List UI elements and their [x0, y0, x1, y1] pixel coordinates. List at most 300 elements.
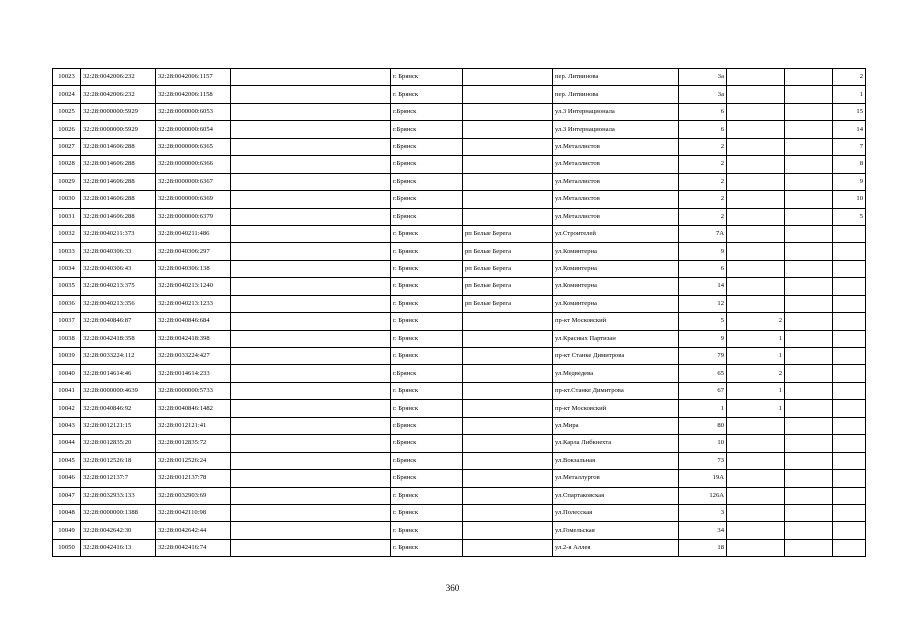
structure-number-cell — [785, 470, 833, 487]
structure-number-cell — [785, 121, 833, 138]
blank-column-cell — [231, 522, 391, 539]
apartment-number-cell: 10 — [833, 191, 866, 208]
settlement-cell — [463, 504, 553, 521]
city-cell: г. Брянск — [391, 243, 463, 260]
city-cell: г.Брянск — [391, 191, 463, 208]
city-cell: г.Брянск — [391, 156, 463, 173]
house-number-cell: 67 — [679, 382, 727, 399]
row-number-cell: 10032 — [53, 225, 81, 242]
house-number-cell: 19А — [679, 470, 727, 487]
blank-column-cell — [231, 208, 391, 225]
city-cell: г. Брянск — [391, 539, 463, 556]
apartment-number-cell — [833, 260, 866, 277]
apartment-number-cell — [833, 243, 866, 260]
object-cadastral-number-cell: 32:28:0012526:24 — [156, 452, 231, 469]
street-cell: ул.Коминтерна — [553, 295, 679, 312]
blank-column-cell — [231, 69, 391, 86]
object-cadastral-number-cell: 32:28:0000000:6369 — [156, 191, 231, 208]
structure-number-cell — [785, 365, 833, 382]
blank-column-cell — [231, 382, 391, 399]
table-row — [53, 191, 866, 208]
object-cadastral-number-cell: 32:28:0040846:684 — [156, 313, 231, 330]
building-number-cell — [727, 278, 785, 295]
building-number-cell — [727, 69, 785, 86]
object-cadastral-number-cell: 32:28:0000000:6053 — [156, 103, 231, 120]
table-row — [53, 121, 866, 138]
street-cell: ул.Карла Либкнехта — [553, 435, 679, 452]
street-cell: ул.Спартаковская — [553, 487, 679, 504]
building-number-cell — [727, 156, 785, 173]
city-cell: г. Брянск — [391, 86, 463, 103]
object-cadastral-number-cell: 32:28:0042416:74 — [156, 539, 231, 556]
street-cell: ул.Вокзальная — [553, 452, 679, 469]
building-number-cell — [727, 260, 785, 277]
object-cadastral-number-cell: 32:28:0042110:98 — [156, 504, 231, 521]
apartment-number-cell: 14 — [833, 121, 866, 138]
structure-number-cell — [785, 260, 833, 277]
settlement-cell — [463, 452, 553, 469]
settlement-cell: рп Белые Берега — [463, 260, 553, 277]
row-number-cell: 10031 — [53, 208, 81, 225]
city-cell: г.Брянск — [391, 435, 463, 452]
land-cadastral-number-cell: 32:28:0014606:288 — [81, 208, 156, 225]
table-body — [53, 69, 866, 557]
structure-number-cell — [785, 278, 833, 295]
blank-column-cell — [231, 295, 391, 312]
land-cadastral-number-cell: 32:28:0040211:373 — [81, 225, 156, 242]
settlement-cell — [463, 435, 553, 452]
row-number-cell: 10030 — [53, 191, 81, 208]
land-cadastral-number-cell: 32:28:0032933:133 — [81, 487, 156, 504]
city-cell: г. Брянск — [391, 348, 463, 365]
house-number-cell: 9 — [679, 243, 727, 260]
table-row — [53, 330, 866, 347]
apartment-number-cell — [833, 487, 866, 504]
object-cadastral-number-cell: 32:28:0000000:6054 — [156, 121, 231, 138]
land-cadastral-number-cell: 32:28:0000000:4639 — [81, 382, 156, 399]
city-cell: г. Брянск — [391, 382, 463, 399]
table-row — [53, 278, 866, 295]
object-cadastral-number-cell: 32:28:0000000:6379 — [156, 208, 231, 225]
city-cell: г.Брянск — [391, 417, 463, 434]
structure-number-cell — [785, 522, 833, 539]
settlement-cell — [463, 121, 553, 138]
street-cell: пер. Литвинова — [553, 86, 679, 103]
table-row — [53, 243, 866, 260]
land-cadastral-number-cell: 32:28:0040306:33 — [81, 243, 156, 260]
house-number-cell: 2 — [679, 156, 727, 173]
land-cadastral-number-cell: 32:28:0040846:87 — [81, 313, 156, 330]
row-number-cell: 10037 — [53, 313, 81, 330]
blank-column-cell — [231, 156, 391, 173]
land-cadastral-number-cell: 32:28:0014614:46 — [81, 365, 156, 382]
table-row — [53, 382, 866, 399]
settlement-cell — [463, 417, 553, 434]
street-cell: ул.3 Интернационала — [553, 121, 679, 138]
object-cadastral-number-cell: 32:28:0012137:78 — [156, 470, 231, 487]
building-number-cell — [727, 295, 785, 312]
house-number-cell: 6 — [679, 103, 727, 120]
city-cell: г. Брянск — [391, 487, 463, 504]
apartment-number-cell — [833, 313, 866, 330]
street-cell: пер. Литвинова — [553, 69, 679, 86]
blank-column-cell — [231, 173, 391, 190]
table-row — [53, 539, 866, 556]
city-cell: г.Брянск — [391, 208, 463, 225]
structure-number-cell — [785, 417, 833, 434]
house-number-cell: 10 — [679, 435, 727, 452]
apartment-number-cell — [833, 348, 866, 365]
settlement-cell — [463, 382, 553, 399]
object-cadastral-number-cell: 32:28:0000000:6365 — [156, 138, 231, 155]
apartment-number-cell: 7 — [833, 138, 866, 155]
building-number-cell — [727, 417, 785, 434]
settlement-cell: рп Белые Берега — [463, 278, 553, 295]
apartment-number-cell — [833, 452, 866, 469]
settlement-cell: рп Белые Берега — [463, 225, 553, 242]
building-number-cell — [727, 504, 785, 521]
table-row — [53, 86, 866, 103]
house-number-cell: 7А — [679, 225, 727, 242]
row-number-cell: 10027 — [53, 138, 81, 155]
blank-column-cell — [231, 225, 391, 242]
apartment-number-cell — [833, 522, 866, 539]
structure-number-cell — [785, 330, 833, 347]
blank-column-cell — [231, 365, 391, 382]
street-cell: ул.Металлургов — [553, 470, 679, 487]
apartment-number-cell — [833, 539, 866, 556]
row-number-cell: 10041 — [53, 382, 81, 399]
table-row — [53, 365, 866, 382]
land-cadastral-number-cell: 32:28:0040846:92 — [81, 400, 156, 417]
blank-column-cell — [231, 330, 391, 347]
row-number-cell: 10023 — [53, 69, 81, 86]
apartment-number-cell — [833, 435, 866, 452]
building-number-cell — [727, 435, 785, 452]
settlement-cell — [463, 487, 553, 504]
row-number-cell: 10029 — [53, 173, 81, 190]
row-number-cell: 10048 — [53, 504, 81, 521]
settlement-cell — [463, 208, 553, 225]
structure-number-cell — [785, 243, 833, 260]
house-number-cell: 14 — [679, 278, 727, 295]
blank-column-cell — [231, 539, 391, 556]
blank-column-cell — [231, 504, 391, 521]
settlement-cell — [463, 348, 553, 365]
structure-number-cell — [785, 435, 833, 452]
object-cadastral-number-cell: 32:28:0040306:297 — [156, 243, 231, 260]
object-cadastral-number-cell: 32:28:0000000:6367 — [156, 173, 231, 190]
street-cell: пр-кт Московский — [553, 313, 679, 330]
land-cadastral-number-cell: 32:28:0040306:43 — [81, 260, 156, 277]
city-cell: г.Брянск — [391, 452, 463, 469]
register-table — [52, 68, 866, 557]
house-number-cell: 34 — [679, 522, 727, 539]
building-number-cell: 1 — [727, 330, 785, 347]
blank-column-cell — [231, 121, 391, 138]
land-cadastral-number-cell: 32:28:0042418:358 — [81, 330, 156, 347]
house-number-cell: 126А — [679, 487, 727, 504]
street-cell: ул.3 Интернационала — [553, 103, 679, 120]
object-cadastral-number-cell: 32:28:0040213:1233 — [156, 295, 231, 312]
table-row — [53, 435, 866, 452]
city-cell: г. Брянск — [391, 69, 463, 86]
land-cadastral-number-cell: 32:28:0040213:375 — [81, 278, 156, 295]
structure-number-cell — [785, 452, 833, 469]
city-cell: г.Брянск — [391, 121, 463, 138]
table-row — [53, 156, 866, 173]
apartment-number-cell: 15 — [833, 103, 866, 120]
building-number-cell — [727, 121, 785, 138]
house-number-cell: 3 — [679, 504, 727, 521]
structure-number-cell — [785, 382, 833, 399]
house-number-cell: 5 — [679, 313, 727, 330]
house-number-cell: 2 — [679, 173, 727, 190]
building-number-cell — [727, 173, 785, 190]
object-cadastral-number-cell: 32:28:0000000:5733 — [156, 382, 231, 399]
blank-column-cell — [231, 278, 391, 295]
table-row — [53, 260, 866, 277]
apartment-number-cell — [833, 400, 866, 417]
land-cadastral-number-cell: 32:28:0033224:112 — [81, 348, 156, 365]
street-cell: пр-кт Московский — [553, 400, 679, 417]
row-number-cell: 10028 — [53, 156, 81, 173]
street-cell: ул.Коминтерна — [553, 260, 679, 277]
street-cell: ул.Металлистов — [553, 191, 679, 208]
structure-number-cell — [785, 138, 833, 155]
structure-number-cell — [785, 208, 833, 225]
blank-column-cell — [231, 191, 391, 208]
building-number-cell: 1 — [727, 348, 785, 365]
street-cell: ул.Металлистов — [553, 208, 679, 225]
city-cell: г. Брянск — [391, 278, 463, 295]
apartment-number-cell: 5 — [833, 208, 866, 225]
building-number-cell — [727, 86, 785, 103]
apartment-number-cell: 2 — [833, 69, 866, 86]
city-cell: г. Брянск — [391, 295, 463, 312]
object-cadastral-number-cell: 32:28:0012835:72 — [156, 435, 231, 452]
house-number-cell: 2 — [679, 138, 727, 155]
city-cell: г. Брянск — [391, 400, 463, 417]
city-cell: г.Брянск — [391, 173, 463, 190]
object-cadastral-number-cell: 32:28:0014614:233 — [156, 365, 231, 382]
page-number: 360 — [445, 583, 460, 593]
row-number-cell: 10039 — [53, 348, 81, 365]
blank-column-cell — [231, 313, 391, 330]
city-cell: г. Брянск — [391, 522, 463, 539]
city-cell: г.Брянск — [391, 138, 463, 155]
object-cadastral-number-cell: 32:28:0040213:1240 — [156, 278, 231, 295]
row-number-cell: 10043 — [53, 417, 81, 434]
land-cadastral-number-cell: 32:28:0014606:288 — [81, 138, 156, 155]
table-row — [53, 313, 866, 330]
blank-column-cell — [231, 260, 391, 277]
street-cell: ул.Металлистов — [553, 156, 679, 173]
object-cadastral-number-cell: 32:28:0033224:427 — [156, 348, 231, 365]
object-cadastral-number-cell: 32:28:0032903:69 — [156, 487, 231, 504]
blank-column-cell — [231, 487, 391, 504]
street-cell: ул.Красных Партизан — [553, 330, 679, 347]
blank-column-cell — [231, 470, 391, 487]
house-number-cell: 9 — [679, 330, 727, 347]
house-number-cell: 12 — [679, 295, 727, 312]
apartment-number-cell: 9 — [833, 173, 866, 190]
blank-column-cell — [231, 138, 391, 155]
house-number-cell: 6 — [679, 260, 727, 277]
house-number-cell: 2 — [679, 191, 727, 208]
row-number-cell: 10044 — [53, 435, 81, 452]
building-number-cell — [727, 208, 785, 225]
building-number-cell — [727, 243, 785, 260]
building-number-cell — [727, 138, 785, 155]
structure-number-cell — [785, 225, 833, 242]
object-cadastral-number-cell: 32:28:0040306:138 — [156, 260, 231, 277]
street-cell: ул.Коминтерна — [553, 278, 679, 295]
row-number-cell: 10024 — [53, 86, 81, 103]
structure-number-cell — [785, 504, 833, 521]
street-cell: ул.2-я Аллея — [553, 539, 679, 556]
apartment-number-cell — [833, 278, 866, 295]
row-number-cell: 10050 — [53, 539, 81, 556]
street-cell: ул.Медведева — [553, 365, 679, 382]
settlement-cell — [463, 156, 553, 173]
building-number-cell: 2 — [727, 313, 785, 330]
object-cadastral-number-cell: 32:28:0040211:486 — [156, 225, 231, 242]
city-cell: г.Брянск — [391, 365, 463, 382]
street-cell: ул.Коминтерна — [553, 243, 679, 260]
blank-column-cell — [231, 435, 391, 452]
structure-number-cell — [785, 295, 833, 312]
table-row — [53, 173, 866, 190]
row-number-cell: 10046 — [53, 470, 81, 487]
settlement-cell: рп Белые Берега — [463, 295, 553, 312]
land-cadastral-number-cell: 32:28:0042416:13 — [81, 539, 156, 556]
building-number-cell — [727, 470, 785, 487]
land-cadastral-number-cell: 32:28:0012835:20 — [81, 435, 156, 452]
settlement-cell — [463, 365, 553, 382]
land-cadastral-number-cell: 32:28:0042006:232 — [81, 86, 156, 103]
settlement-cell — [463, 138, 553, 155]
blank-column-cell — [231, 400, 391, 417]
apartment-number-cell — [833, 470, 866, 487]
land-cadastral-number-cell: 32:28:0014606:288 — [81, 156, 156, 173]
row-number-cell: 10042 — [53, 400, 81, 417]
street-cell: пр-кт Станке Димитрова — [553, 348, 679, 365]
city-cell: г. Брянск — [391, 260, 463, 277]
settlement-cell — [463, 86, 553, 103]
structure-number-cell — [785, 69, 833, 86]
structure-number-cell — [785, 86, 833, 103]
object-cadastral-number-cell: 32:28:0042006:1158 — [156, 86, 231, 103]
object-cadastral-number-cell: 32:28:0040846:1482 — [156, 400, 231, 417]
land-cadastral-number-cell: 32:28:0000000:5929 — [81, 103, 156, 120]
table-row — [53, 348, 866, 365]
land-cadastral-number-cell: 32:28:0014606:288 — [81, 173, 156, 190]
house-number-cell: 1 — [679, 400, 727, 417]
object-cadastral-number-cell: 32:28:0042418:398 — [156, 330, 231, 347]
structure-number-cell — [785, 103, 833, 120]
table-row — [53, 103, 866, 120]
object-cadastral-number-cell: 32:28:0042642:44 — [156, 522, 231, 539]
apartment-number-cell — [833, 382, 866, 399]
street-cell: ул.Гомельская — [553, 522, 679, 539]
structure-number-cell — [785, 539, 833, 556]
land-cadastral-number-cell: 32:28:0042642:30 — [81, 522, 156, 539]
apartment-number-cell — [833, 365, 866, 382]
row-number-cell: 10047 — [53, 487, 81, 504]
structure-number-cell — [785, 313, 833, 330]
structure-number-cell — [785, 173, 833, 190]
table-row — [53, 295, 866, 312]
building-number-cell — [727, 452, 785, 469]
object-cadastral-number-cell: 32:28:0000000:6366 — [156, 156, 231, 173]
table-row — [53, 487, 866, 504]
land-cadastral-number-cell: 32:28:0014606:288 — [81, 191, 156, 208]
house-number-cell: 73 — [679, 452, 727, 469]
settlement-cell — [463, 313, 553, 330]
table-row — [53, 400, 866, 417]
structure-number-cell — [785, 487, 833, 504]
building-number-cell — [727, 539, 785, 556]
row-number-cell: 10025 — [53, 103, 81, 120]
city-cell: г.Брянск — [391, 103, 463, 120]
house-number-cell: 80 — [679, 417, 727, 434]
settlement-cell — [463, 69, 553, 86]
settlement-cell — [463, 191, 553, 208]
land-cadastral-number-cell: 32:28:0012121:15 — [81, 417, 156, 434]
row-number-cell: 10026 — [53, 121, 81, 138]
table-row — [53, 69, 866, 86]
land-cadastral-number-cell: 32:28:0040213:356 — [81, 295, 156, 312]
building-number-cell — [727, 103, 785, 120]
city-cell: г. Брянск — [391, 330, 463, 347]
building-number-cell: 2 — [727, 365, 785, 382]
apartment-number-cell — [833, 295, 866, 312]
street-cell: ул.Металлистов — [553, 173, 679, 190]
settlement-cell — [463, 539, 553, 556]
city-cell: г. Брянск — [391, 225, 463, 242]
settlement-cell: рп Белые Берега — [463, 243, 553, 260]
row-number-cell: 10038 — [53, 330, 81, 347]
object-cadastral-number-cell: 32:28:0012121:41 — [156, 417, 231, 434]
row-number-cell: 10034 — [53, 260, 81, 277]
street-cell: ул.Мира — [553, 417, 679, 434]
blank-column-cell — [231, 103, 391, 120]
land-cadastral-number-cell: 32:28:0000000:1388 — [81, 504, 156, 521]
row-number-cell: 10035 — [53, 278, 81, 295]
city-cell: г. Брянск — [391, 504, 463, 521]
table-row — [53, 138, 866, 155]
structure-number-cell — [785, 191, 833, 208]
city-cell: г.Брянск — [391, 470, 463, 487]
building-number-cell — [727, 522, 785, 539]
settlement-cell — [463, 330, 553, 347]
row-number-cell: 10045 — [53, 452, 81, 469]
house-number-cell: 79 — [679, 348, 727, 365]
street-cell: пр-кт.Станке Димитрова — [553, 382, 679, 399]
house-number-cell: 2 — [679, 208, 727, 225]
table-row — [53, 470, 866, 487]
table-row — [53, 504, 866, 521]
land-cadastral-number-cell: 32:28:0000000:5929 — [81, 121, 156, 138]
settlement-cell — [463, 470, 553, 487]
land-cadastral-number-cell: 32:28:0042006:232 — [81, 69, 156, 86]
land-cadastral-number-cell: 32:28:0012526:18 — [81, 452, 156, 469]
apartment-number-cell — [833, 504, 866, 521]
building-number-cell — [727, 191, 785, 208]
row-number-cell: 10033 — [53, 243, 81, 260]
building-number-cell — [727, 487, 785, 504]
